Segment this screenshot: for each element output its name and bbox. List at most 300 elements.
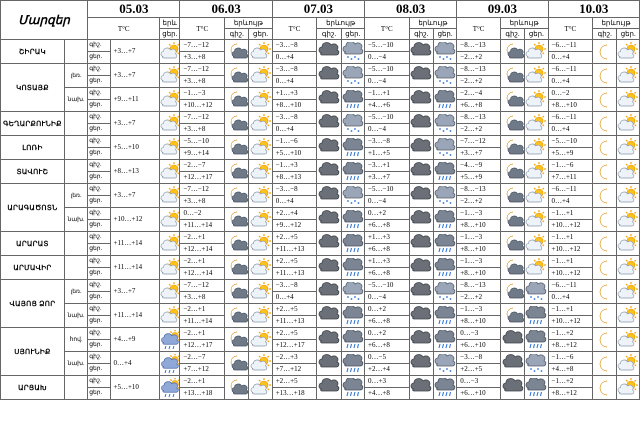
- table-row: [1, 208, 640, 220]
- day-subheader: ցեր.: [433, 29, 456, 40]
- cloud-dark-icon: [409, 304, 433, 328]
- sun-cloud-icon: [160, 112, 180, 136]
- table-row: [1, 232, 640, 244]
- day-subheader: ցեր.: [617, 29, 640, 40]
- sun-cloud-icon: [525, 160, 548, 184]
- moon-icon: [593, 352, 617, 376]
- temperature-value: +2…+5: [272, 376, 317, 388]
- sun-cloud-icon: [249, 40, 272, 64]
- day-label: ցեր.: [88, 364, 110, 376]
- temperature-value: +11…+13: [272, 244, 317, 256]
- cloud-dark-icon: [317, 208, 341, 232]
- temperature-value: 0…+2: [365, 208, 410, 220]
- temperature-value: −6…−11: [548, 112, 593, 124]
- temperature-value: 0…+4: [272, 292, 317, 304]
- sun-cloud-icon: [249, 184, 272, 208]
- temperature-value: 0…+4: [548, 52, 593, 64]
- temperature-value: +12…+14: [180, 268, 225, 280]
- subregion-label: նախ.: [64, 352, 87, 376]
- cloud-dark-icon: [500, 328, 524, 352]
- temperature-value: 0…−4: [365, 52, 410, 64]
- cloud-rain-icon: [433, 376, 456, 400]
- table-row: [1, 184, 640, 196]
- region-name: ՏԱՎՈՒՇ: [1, 160, 65, 184]
- temperature-value: −1…+1: [548, 256, 593, 268]
- temperature-value: −1…−6: [272, 136, 317, 148]
- temperature-value: −2…+1: [180, 304, 225, 316]
- table-row: [1, 304, 640, 316]
- cloud-rain-icon: [341, 160, 364, 184]
- cloud-rain-icon: [433, 256, 456, 280]
- temperature-value: 0…+4: [548, 124, 593, 136]
- table-row: [1, 280, 640, 292]
- moon-icon: [593, 232, 617, 256]
- temperature-value: +4…+8: [365, 388, 410, 400]
- temperature-value: 0…+4: [272, 124, 317, 136]
- day-subheader: ցեր.: [249, 29, 272, 40]
- moon-cloud-icon: [225, 304, 249, 328]
- temperature-value: −2…+1: [180, 232, 225, 244]
- day-label: ցեր.: [88, 76, 110, 88]
- temperature-value: −8…−13: [457, 112, 501, 124]
- temperature-value: +10…+12: [180, 100, 225, 112]
- temperature-value: +8…+13: [110, 160, 160, 184]
- region-name: ՎԱՅՈՑ ՁՈՐ: [1, 280, 65, 328]
- moon-cloud-icon: [500, 40, 524, 64]
- temperature-value: 0…−3: [457, 376, 501, 388]
- temperature-header: T°C: [180, 18, 225, 40]
- sun-cloud-icon: [617, 232, 640, 256]
- day-label: ցեր.: [88, 124, 110, 136]
- temperature-value: +11…+14: [110, 256, 160, 280]
- temperature-value: +11…+14: [110, 232, 160, 256]
- sun-cloud-icon: [160, 160, 180, 184]
- cloud-dark-icon: [317, 376, 341, 400]
- moon-cloud-icon: [225, 376, 249, 400]
- temperature-value: +6…+8: [365, 244, 410, 256]
- temperature-value: −8…−13: [457, 40, 501, 52]
- date-header: 08.03: [365, 1, 457, 18]
- cloud-dark-icon: [409, 208, 433, 232]
- cloud-snow-icon: [525, 352, 548, 376]
- day-subheader: ցեր.: [525, 29, 548, 40]
- temperature-value: −1…−3: [457, 304, 501, 316]
- temperature-value: −2…+2: [457, 76, 501, 88]
- cloud-dark-icon: [317, 40, 341, 64]
- temperature-value: +6…+10: [457, 340, 501, 352]
- cloud-dark-icon: [409, 184, 433, 208]
- cloud-rain-icon: [433, 328, 456, 352]
- temperature-value: −1…−3: [180, 88, 225, 100]
- temperature-value: +9…+14: [180, 148, 225, 160]
- moon-icon: [593, 88, 617, 112]
- cloud-snow-icon: [433, 184, 456, 208]
- cloud-dark-icon: [317, 328, 341, 352]
- temperature-value: +11…+14: [110, 304, 160, 328]
- cloud-rain-icon: [341, 208, 364, 232]
- temperature-value: +8…+10: [457, 244, 501, 256]
- temperature-value: +4…+6: [365, 100, 410, 112]
- temperature-value: −3…−8: [457, 352, 501, 364]
- temperature-value: 0…+2: [365, 304, 410, 316]
- subregion-label: նախ.: [64, 208, 87, 232]
- sun-cloud-icon: [249, 208, 272, 232]
- cloud-dark-icon: [317, 136, 341, 160]
- temperature-value: +3…+8: [180, 292, 225, 304]
- day-label: ցեր.: [88, 100, 110, 112]
- sun-cloud-icon: [525, 64, 548, 88]
- temperature-value: +5…+10: [272, 148, 317, 160]
- region-name: ԱՐՑԱԽ: [1, 376, 65, 400]
- moon-cloud-icon: [500, 112, 524, 136]
- temperature-value: +7…+12: [272, 364, 317, 376]
- temperature-value: +8…+13: [272, 172, 317, 184]
- temperature-value: 0…+3: [365, 376, 410, 388]
- moon-icon: [593, 280, 617, 304]
- date-header: 10.03: [548, 1, 639, 18]
- cloud-rain-icon: [433, 160, 456, 184]
- day-label: ցեր.: [88, 316, 110, 328]
- temperature-value: −3…−8: [365, 136, 410, 148]
- sun-cloud-icon: [249, 256, 272, 280]
- moon-icon: [593, 304, 617, 328]
- temperature-value: +12…+17: [180, 340, 225, 352]
- table-row: [1, 88, 640, 100]
- temperature-value: −2…−7: [180, 160, 225, 172]
- cloud-dark-icon: [317, 280, 341, 304]
- temperature-value: −7…−12: [180, 184, 225, 196]
- temperature-value: −1…+1: [365, 88, 410, 100]
- temperature-value: −1…+2: [548, 328, 593, 340]
- temperature-value: +3…+7: [110, 64, 160, 88]
- temperature-value: +10…+12: [548, 244, 593, 256]
- night-subheader: գիշ.: [500, 29, 524, 40]
- temperature-value: −1…+1: [548, 208, 593, 220]
- temperature-value: −1…−6: [548, 160, 593, 172]
- sun-cloud-icon: [160, 64, 180, 88]
- temperature-value: −6…−11: [548, 280, 593, 292]
- sun-cloud-icon: [617, 64, 640, 88]
- region-name: ԳԵՂԱՐՔՈՒՆԻՔ: [1, 112, 65, 136]
- temperature-value: +5…+9: [457, 172, 501, 184]
- temperature-value: −6…−11: [548, 40, 593, 52]
- temperature-value: −1…+2: [548, 376, 593, 388]
- table-body: [1, 40, 640, 400]
- sun-cloud-icon: [249, 376, 272, 400]
- day-subheader: ցեր.: [341, 29, 364, 40]
- phenomenon-header: երև: [160, 18, 180, 29]
- cloud-snow-icon: [433, 64, 456, 88]
- moon-cloud-icon: [500, 256, 524, 280]
- sun-cloud-icon: [249, 280, 272, 304]
- temperature-value: +2…+5: [272, 232, 317, 244]
- subregion-label: լեռ.: [64, 184, 87, 208]
- temperature-value: 0…+4: [272, 196, 317, 208]
- temperature-value: +3…+7: [110, 112, 160, 136]
- temperature-value: 0…−2: [548, 88, 593, 100]
- temperature-value: −1…−3: [457, 256, 501, 268]
- moon-icon: [593, 376, 617, 400]
- cloud-rain-icon: [525, 328, 548, 352]
- cloud-rain-icon: [433, 304, 456, 328]
- table-row: [1, 352, 640, 364]
- region-name: ԼՈՌԻ: [1, 136, 65, 160]
- cloud-rain-icon: [525, 376, 548, 400]
- temperature-value: −5…−10: [548, 136, 593, 148]
- sun-cloud-icon: [525, 112, 548, 136]
- moon-cloud-icon: [225, 232, 249, 256]
- sun-cloud-icon: [249, 232, 272, 256]
- temperature-value: +2…+5: [272, 328, 317, 340]
- temperature-value: −2…+1: [180, 328, 225, 340]
- moon-cloud-icon: [225, 40, 249, 64]
- table-row: [1, 256, 640, 268]
- cloud-snow-icon: [341, 184, 364, 208]
- moon-icon: [593, 208, 617, 232]
- moon-cloud-icon: [500, 184, 524, 208]
- temperature-value: +8…+12: [548, 388, 593, 400]
- sun-cloud-icon: [249, 328, 272, 352]
- moon-cloud-icon: [500, 232, 524, 256]
- sun-cloud-icon: [525, 184, 548, 208]
- temperature-value: 0…+4: [548, 196, 593, 208]
- moon-cloud-icon: [500, 88, 524, 112]
- temperature-value: −7…−12: [457, 136, 501, 148]
- cloud-rain-icon: [341, 376, 364, 400]
- temperature-value: −5…−10: [365, 280, 410, 292]
- temperature-value: 0…−3: [457, 328, 501, 340]
- sun-cloud-icon: [160, 280, 180, 304]
- temperature-value: 0…−4: [365, 124, 410, 136]
- sun-cloud-icon: [617, 328, 640, 352]
- cloud-snow-icon: [433, 352, 456, 376]
- cloud-rain-icon: [341, 328, 364, 352]
- cloud-snow-icon: [341, 40, 364, 64]
- day-label: ցեր.: [88, 292, 110, 304]
- day-subheader: ցեր.: [160, 29, 180, 40]
- temperature-value: 0…+4: [272, 76, 317, 88]
- cloud-rain-icon: [433, 88, 456, 112]
- sun-cloud-icon: [160, 232, 180, 256]
- night-label: գիշ.: [88, 256, 110, 268]
- temperature-value: +11…+14: [180, 316, 225, 328]
- moon-cloud-icon: [225, 352, 249, 376]
- cloud-snow-icon: [433, 136, 456, 160]
- temperature-value: +9…+12: [272, 220, 317, 232]
- temperature-value: 0…+4: [548, 76, 593, 88]
- moon-cloud-icon: [500, 280, 524, 304]
- region-name: ԱՐԱԳԱԾՈՏՆ: [1, 184, 65, 232]
- day-label: ցեր.: [88, 268, 110, 280]
- temperature-value: 0…+4: [272, 52, 317, 64]
- temperature-value: +5…+10: [110, 376, 160, 400]
- table-row: [1, 112, 640, 124]
- cloud-dark-icon: [409, 328, 433, 352]
- temperature-value: +13…+18: [272, 388, 317, 400]
- temperature-value: 0…−4: [365, 292, 410, 304]
- subregion-empty: [64, 256, 87, 280]
- subregion-label: նախ.: [64, 88, 87, 112]
- region-name: ԿՈՏԱՅՔ: [1, 64, 65, 112]
- temperature-value: +6…+8: [365, 316, 410, 328]
- moon-cloud-icon: [500, 208, 524, 232]
- subregion-label: նախ.: [64, 304, 87, 328]
- temperature-value: −5…−10: [365, 112, 410, 124]
- night-label: գիշ.: [88, 232, 110, 244]
- temperature-value: −5…−10: [365, 184, 410, 196]
- temperature-value: +3…+7: [457, 148, 501, 160]
- date-header: 06.03: [180, 1, 272, 18]
- cloud-dark-icon: [409, 232, 433, 256]
- temperature-header: T°C: [548, 18, 593, 40]
- temperature-value: −3…−8: [272, 64, 317, 76]
- moon-cloud-icon: [500, 160, 524, 184]
- night-label: գիշ.: [88, 208, 110, 220]
- moon-cloud-icon: [225, 256, 249, 280]
- moon-icon: [593, 136, 617, 160]
- temperature-value: +6…+8: [457, 100, 501, 112]
- sun-cloud-icon: [617, 376, 640, 400]
- temperature-value: +11…+13: [272, 316, 317, 328]
- sun-cloud-icon: [249, 136, 272, 160]
- moon-cloud-icon: [225, 112, 249, 136]
- night-label: գիշ.: [88, 136, 110, 148]
- temperature-value: −2…−4: [457, 88, 501, 100]
- sun-cloud-icon: [617, 208, 640, 232]
- temperature-header: T°C: [365, 18, 410, 40]
- sun-cloud-icon: [617, 352, 640, 376]
- sun-cloud-icon: [249, 352, 272, 376]
- temperature-value: +1…+3: [365, 256, 410, 268]
- temperature-value: −7…−12: [180, 112, 225, 124]
- cloud-dark-icon: [409, 160, 433, 184]
- temperature-value: +3…+7: [110, 280, 160, 304]
- night-label: գիշ.: [88, 376, 110, 388]
- sun-cloud-icon: [525, 88, 548, 112]
- cloud-dark-icon: [409, 376, 433, 400]
- temperature-value: −5…−10: [365, 40, 410, 52]
- cloud-dark-icon: [317, 88, 341, 112]
- temperature-value: +2…+4: [365, 364, 410, 376]
- night-label: գիշ.: [88, 304, 110, 316]
- table-row: [1, 136, 640, 148]
- subregion-label: լեռ.: [64, 280, 87, 304]
- temperature-value: +1…+3: [272, 88, 317, 100]
- temperature-value: +7…+12: [180, 364, 225, 376]
- cloud-dark-icon: [409, 256, 433, 280]
- moon-cloud-icon: [225, 208, 249, 232]
- sun-cloud-icon: [617, 40, 640, 64]
- cloud-rain-icon: [341, 256, 364, 280]
- moon-cloud-icon: [500, 136, 524, 160]
- night-label: գիշ.: [88, 112, 110, 124]
- phenomenon-header: երևույթ: [317, 18, 365, 29]
- temperature-value: −2…+2: [457, 196, 501, 208]
- moon-cloud-icon: [225, 328, 249, 352]
- temperature-value: −3…−8: [272, 280, 317, 292]
- cloud-dark-icon: [409, 64, 433, 88]
- sun-cloud-icon: [160, 88, 180, 112]
- cloud-sun-rain-icon: [160, 328, 180, 352]
- temperature-value: −3…−8: [272, 40, 317, 52]
- cloud-rain-icon: [341, 232, 364, 256]
- moon-icon: [593, 328, 617, 352]
- temperature-value: +3…+7: [110, 40, 160, 64]
- moon-icon: [593, 160, 617, 184]
- temperature-value: +8…+10: [272, 100, 317, 112]
- day-label: ցեր.: [88, 172, 110, 184]
- cloud-rain-icon: [433, 208, 456, 232]
- temperature-value: +10…+12: [548, 316, 593, 328]
- cloud-snow-icon: [341, 280, 364, 304]
- temperature-value: −3…−8: [272, 184, 317, 196]
- night-label: գիշ.: [88, 40, 110, 52]
- cloud-dark-icon: [409, 136, 433, 160]
- sun-cloud-icon: [249, 64, 272, 88]
- temperature-value: 0…−4: [365, 76, 410, 88]
- temperature-value: −2…−7: [180, 352, 225, 364]
- temperature-value: −3…+1: [365, 160, 410, 172]
- temperature-value: +3…+7: [365, 172, 410, 184]
- temperature-value: −1…−6: [548, 352, 593, 364]
- temperature-value: −8…−13: [457, 280, 501, 292]
- table-header: [1, 1, 640, 40]
- moon-cloud-icon: [225, 64, 249, 88]
- cloud-dark-icon: [317, 256, 341, 280]
- temperature-header: T°C: [272, 18, 317, 40]
- sun-cloud-icon: [617, 112, 640, 136]
- temperature-value: +1…+5: [365, 148, 410, 160]
- temperature-value: +1…+3: [365, 232, 410, 244]
- temperature-value: +8…+10: [457, 220, 501, 232]
- day-label: ցեր.: [88, 220, 110, 232]
- night-subheader: գիշ.: [593, 29, 617, 40]
- temperature-value: +2…+5: [272, 256, 317, 268]
- temperature-value: −2…+3: [272, 352, 317, 364]
- temperature-value: −1…+1: [548, 232, 593, 244]
- sun-cloud-icon: [525, 40, 548, 64]
- cloud-snow-icon: [433, 40, 456, 64]
- temperature-value: +10…+12: [548, 268, 593, 280]
- sun-cloud-icon: [617, 280, 640, 304]
- temperature-value: +3…+7: [110, 184, 160, 208]
- temperature-value: +11…+13: [272, 268, 317, 280]
- temperature-value: +8…+10: [457, 268, 501, 280]
- temperature-value: +6…+8: [365, 220, 410, 232]
- cloud-rain-icon: [525, 304, 548, 328]
- temperature-value: +8…+10: [548, 100, 593, 112]
- sun-cloud-icon: [617, 160, 640, 184]
- moon-cloud-icon: [225, 160, 249, 184]
- subregion-empty: [64, 136, 87, 160]
- night-label: գիշ.: [88, 160, 110, 172]
- phenomenon-header: երևույթ: [409, 18, 457, 29]
- sun-cloud-icon: [160, 40, 180, 64]
- phenomenon-header: երևույթ: [500, 18, 548, 29]
- moon-icon: [593, 112, 617, 136]
- cloud-dark-icon: [500, 376, 524, 400]
- temperature-value: 0…+4: [548, 292, 593, 304]
- night-label: գիշ.: [88, 280, 110, 292]
- table-row: [1, 160, 640, 172]
- temperature-value: 0…+4: [110, 352, 160, 376]
- temperature-value: −4…−9: [457, 160, 501, 172]
- cloud-dark-icon: [317, 64, 341, 88]
- cloud-dark-icon: [317, 304, 341, 328]
- subregion-label: լեռ.: [64, 64, 87, 88]
- temperature-value: −6…−11: [548, 184, 593, 196]
- temperature-value: +12…+17: [180, 172, 225, 184]
